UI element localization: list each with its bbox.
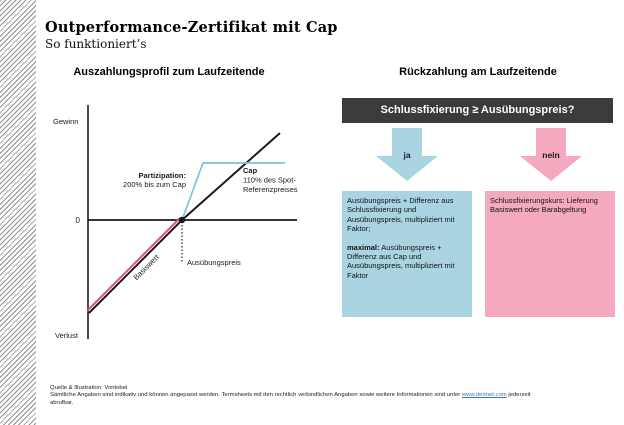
payoff-chart xyxy=(45,95,320,350)
source-line: Quelle & Illustration: Vontobel xyxy=(50,385,128,391)
page-subtitle: So funktioniert’s xyxy=(45,37,147,51)
redemption-heading: Rückzahlung am Laufzeitende xyxy=(399,66,557,78)
yes-outcome-text-1: Ausübungspreis + Differenz aus Schlussfixierung und Ausübungspreis, multipliziert mit Faktor; xyxy=(347,196,455,234)
disclaimer-line-2: abrufbar. xyxy=(50,399,74,406)
yes-outcome-box xyxy=(342,191,472,317)
left-hatch-decoration xyxy=(0,0,36,425)
cap-text-line1: 110% des Spot- xyxy=(243,175,296,185)
flow-arrows xyxy=(342,125,613,185)
page-title: Outperformance-Zertifikat mit Cap xyxy=(45,19,338,36)
yes-outcome-text-2 xyxy=(347,243,467,281)
participation-text: 200% bis zum Cap xyxy=(123,180,186,189)
disclaimer-line xyxy=(50,392,531,399)
underlying-line xyxy=(87,218,180,311)
disclaimer-post: jederzeit xyxy=(506,392,531,399)
participation-title: Partizipation: xyxy=(138,171,186,180)
cap-text-line2: Referenzpreises xyxy=(243,185,298,194)
no-outcome-box xyxy=(485,191,615,317)
cap-title: Cap xyxy=(243,166,258,175)
underlying-label: Basiswert xyxy=(131,252,161,282)
yes-outcome-text-2-rest: Ausübungspreis + Differenz aus Cap und Ausübungspreis, multipliziert mit Faktor xyxy=(347,242,455,280)
no-outcome-text: Schlussfixierungskurs: Lieferung Basiswert oder Barabgeltung xyxy=(490,196,598,215)
verlust-label: Verlust xyxy=(55,331,78,340)
no-label: nein xyxy=(542,150,560,160)
payoff-heading: Auszahlungsprofil zum Laufzeitende xyxy=(73,66,265,78)
strike-label: Ausübungspreis xyxy=(187,258,241,267)
disclaimer-pre: Sämtliche Angaben sind indikativ und können angepasst werden. Termsheets mit den rechtlich verbindlichen Angaben sowie weitere Informationen sind unter xyxy=(50,392,462,399)
header xyxy=(45,19,338,51)
yes-label: ja xyxy=(403,150,411,160)
derinet-link[interactable]: www.derinet.com xyxy=(461,392,507,399)
zero-label: 0 xyxy=(75,216,80,225)
maximal-label: maximal: xyxy=(347,242,380,252)
diagonal-line xyxy=(89,133,280,313)
footer xyxy=(50,385,531,407)
question-bar: Schlussfixierung ≥ Ausübungspreis? xyxy=(342,98,613,123)
strike-point xyxy=(179,217,185,223)
gewinn-label: Gewinn xyxy=(53,117,79,126)
